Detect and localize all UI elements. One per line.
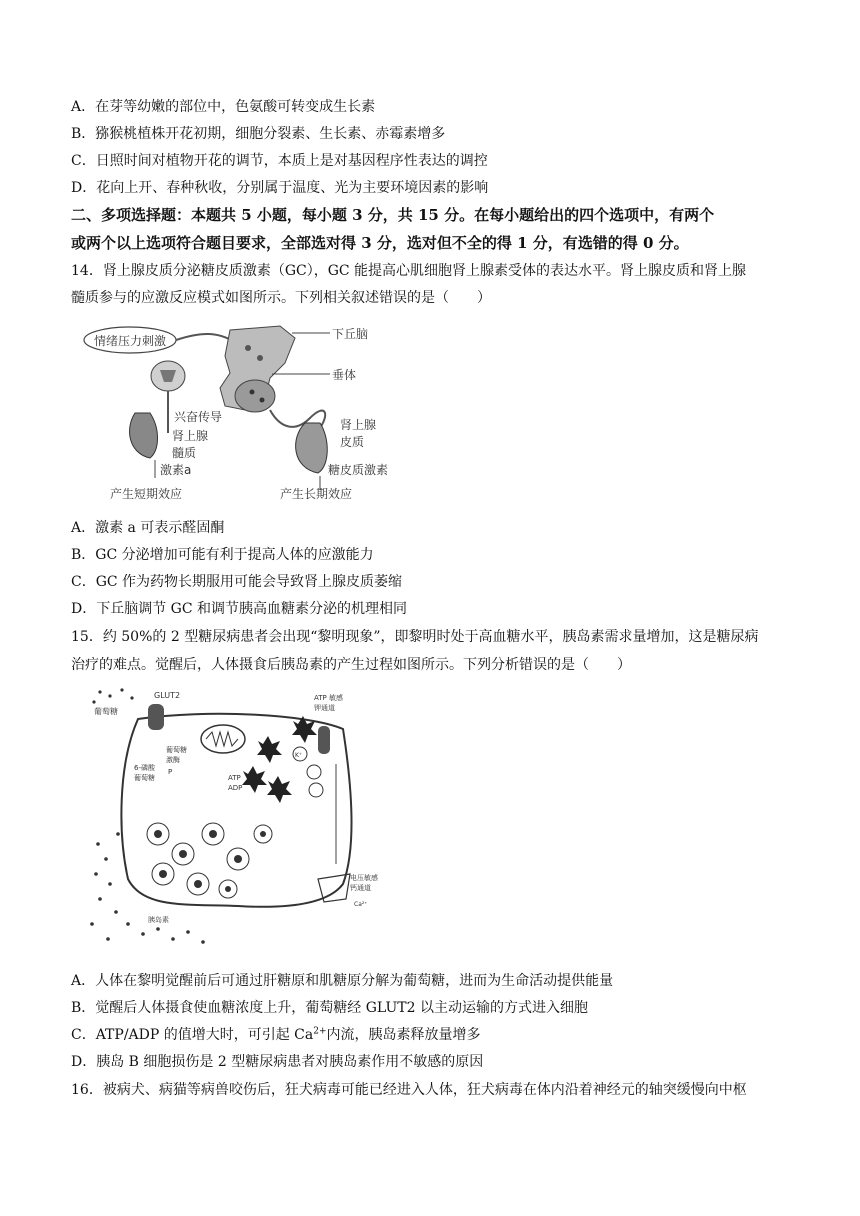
q15-option-a: A．人体在黎明觉醒前后可通过肝糖原和肌糖原分解为葡萄糖，进而为生命活动提供能量: [71, 973, 614, 989]
q16-stem-line1: 16．被病犬、病猫等病兽咬伤后，狂犬病毒可能已经进入人体，狂犬病毒在体内沿着神经元的轴突缓慢向中枢: [71, 1082, 747, 1098]
q14-option-a: A．激素 a 可表示醛固酮: [71, 520, 225, 536]
conduction-label: 兴奋传导: [174, 410, 223, 424]
adp-label: ADP: [228, 784, 243, 792]
glucokinase-label-1: 葡萄糖: [166, 746, 187, 754]
k-channel: [318, 726, 330, 754]
pituitary-shape: [235, 380, 275, 412]
q14-option-c: C．GC 作为药物长期服用可能会导致肾上腺皮质萎缩: [71, 574, 403, 590]
glucose-label: 葡萄糖: [94, 707, 118, 716]
q14-stress-response-diagram: [80, 318, 440, 508]
atp-starbursts: [242, 716, 317, 803]
k-ion-label: K⁺: [295, 752, 303, 759]
k-channel-label-1: ATP 敏感: [314, 694, 343, 702]
q15-islet-cell-diagram: [88, 684, 438, 956]
ca-channel-label-2: 钙通道: [350, 884, 371, 892]
g6p-label-1: 6-磷酸: [134, 764, 155, 772]
section2-heading-line2: 或两个以上选项符合题目要求，全部选对得 3 分，选对但不全的得 1 分，有选错的得 0 分。: [71, 234, 689, 252]
medulla-label-1: 肾上腺: [172, 429, 209, 443]
q13-option-b: B．猕猴桃植株开花初期，细胞分裂素、生长素、赤霉素增多: [71, 126, 446, 142]
q15-stem-line1: 15．约 50%的 2 型糖尿病患者会出现“黎明现象”，即黎明时处于高血糖水平，胰岛素需求量增加，这是糖尿病: [71, 629, 759, 645]
q15-option-c-text-2: 内流，胰岛素释放量增多: [326, 1027, 481, 1043]
insulin-label: 胰岛素: [148, 916, 169, 924]
cortex-label-1: 肾上腺: [340, 418, 377, 432]
q14-stem-line1: 14．肾上腺皮质分泌糖皮质激素（GC），GC 能提高心肌细胞肾上腺素受体的表达水平。肾上腺皮质和肾上腺: [71, 263, 747, 279]
stimulus-label: 情绪压力刺激: [93, 334, 167, 348]
q15-option-c: [71, 1026, 481, 1044]
q13-option-a: A．在芽等幼嫩的部位中，色氨酸可转变成生长素: [71, 99, 376, 115]
g6p-label-2: 葡萄糖: [134, 774, 155, 782]
q15-option-d: D．胰岛 B 细胞损伤是 2 型糖尿病患者对胰岛素作用不敏感的原因: [71, 1054, 484, 1070]
ca-channel-label-1: 电压敏感: [350, 874, 378, 882]
pituitary-label: 垂体: [332, 368, 357, 382]
glucokinase-label-2: 激酶: [166, 756, 180, 764]
cell-membrane: [121, 714, 351, 907]
phosphate-label: P: [168, 768, 173, 776]
hormone-a-label: 激素a: [160, 463, 192, 477]
cortex-label-2: 皮质: [340, 435, 365, 449]
glut2-label: GLUT2: [154, 691, 181, 700]
section2-heading-line1: 二、多项选择题：本题共 5 小题，每小题 3 分，共 15 分。在每小题给出的四个选项中，有两个: [71, 206, 715, 224]
glut2-transporter: [148, 704, 164, 730]
atp-label: ATP: [228, 774, 241, 782]
short-effect-label: 产生短期效应: [110, 487, 183, 501]
q15-option-c-text-1: C．ATP/ADP 的值增大时，可引起 Ca: [71, 1027, 314, 1043]
q14-stem-line2: 髓质参与的应激反应模式如图所示。下列相关叙述错误的是（ ）: [71, 290, 491, 306]
q13-option-d: D．花向上开、春种秋收，分别属于温度、光为主要环境因素的影响: [71, 180, 489, 196]
mitochondrion-cristae: [206, 732, 238, 746]
ca-ion-label: Ca²⁺: [354, 901, 368, 908]
hypothalamus-label: 下丘脑: [332, 327, 369, 341]
medulla-label-2: 髓质: [172, 446, 197, 460]
mitochondrion: [201, 725, 245, 753]
glucocorticoid-label: 糖皮质激素: [328, 463, 389, 477]
q14-option-b: B．GC 分泌增加可能有利于提高人体的应激能力: [71, 547, 374, 563]
q15-option-b: B．觉醒后人体摄食使血糖浓度上升，葡萄糖经 GLUT2 以主动运输的方式进入细胞: [71, 1000, 588, 1016]
adrenal-medulla-shape: [130, 413, 158, 458]
adrenal-cortex-shape: [296, 423, 328, 473]
long-effect-label: 产生长期效应: [280, 487, 353, 501]
q15-stem-line2: 治疗的难点。觉醒后，人体摄食后胰岛素的产生过程如图所示。下列分析错误的是（ ）: [71, 657, 631, 673]
q15-option-c-superscript: 2+: [313, 1026, 327, 1037]
k-channel-label-2: 钾通道: [314, 704, 335, 712]
q14-option-d: D．下丘脑调节 GC 和调节胰高血糖素分泌的机理相同: [71, 601, 408, 617]
q13-option-c: C．日照时间对植物开花的调节，本质上是对基因程序性表达的调控: [71, 153, 488, 169]
